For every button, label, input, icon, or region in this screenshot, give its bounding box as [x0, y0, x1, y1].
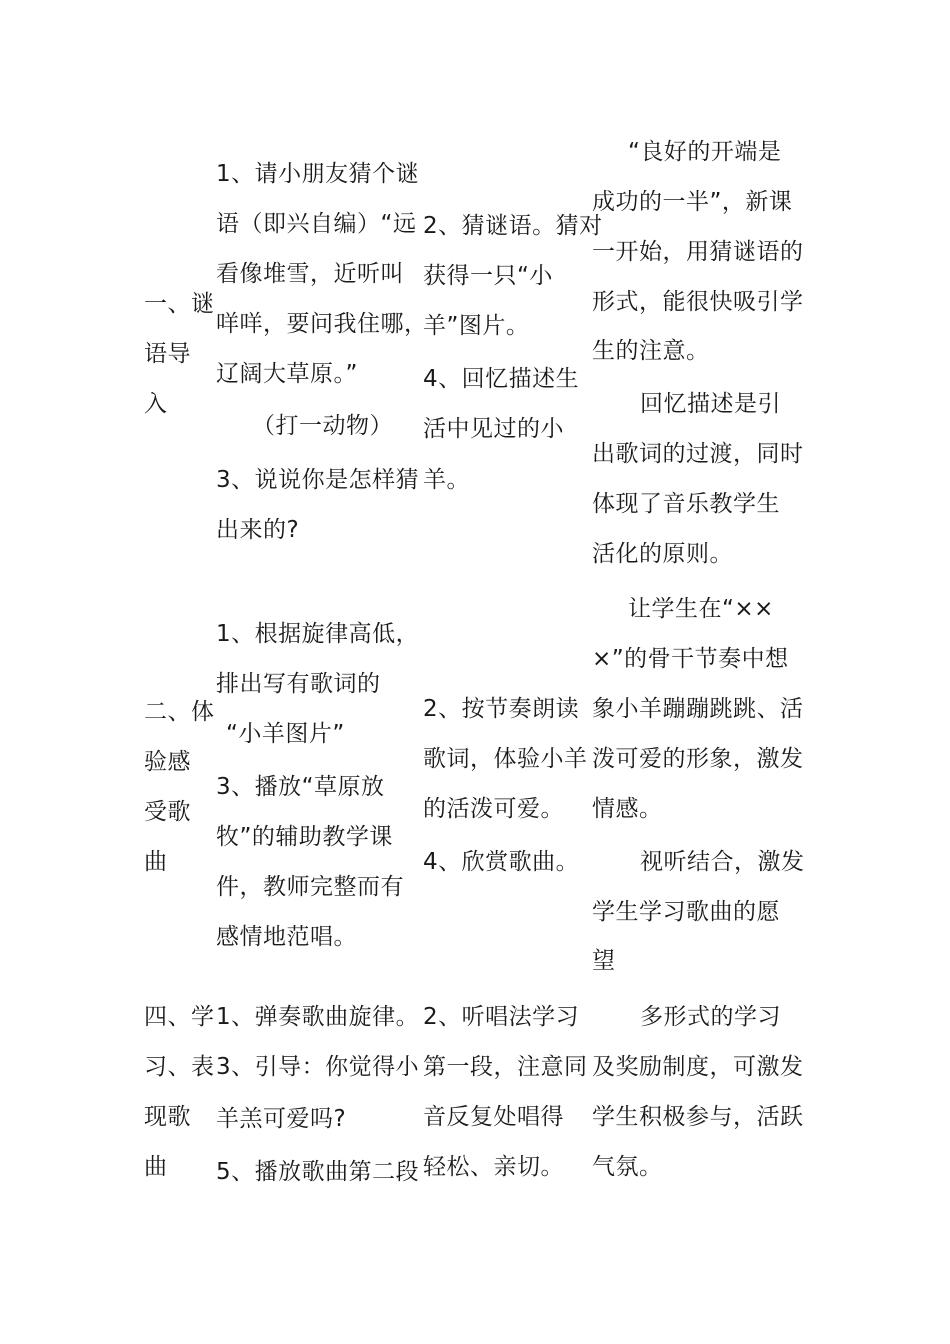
- teacher-activity-line: 1、根据旋律高低，: [216, 621, 420, 647]
- design-intent-line: 望: [592, 948, 616, 974]
- teacher-activity-line: “小羊图片”: [226, 721, 345, 747]
- student-activity-line: 轻松、亲切。: [423, 1154, 564, 1180]
- teacher-activity-line: 3、引导：你觉得小: [216, 1054, 420, 1080]
- design-intent-line: 视听结合，激发: [640, 849, 805, 875]
- design-intent-line: 气氛。: [592, 1154, 663, 1180]
- teacher-activity-line: 1、请小朋友猜个谜: [216, 161, 420, 187]
- design-intent-line: 多形式的学习: [640, 1004, 781, 1030]
- design-intent-line: 情感。: [592, 796, 663, 822]
- design-intent-line: 形式，能很快吸引学: [592, 289, 804, 315]
- student-activity-line: 歌词，体验小羊: [423, 746, 588, 772]
- design-intent-line: “良好的开端是: [628, 139, 782, 165]
- teacher-activity-line: 排出写有歌词的: [216, 671, 381, 697]
- stage-label: 曲: [144, 849, 168, 875]
- student-activity-line: 的活泼可爱。: [423, 796, 564, 822]
- teacher-activity-line: 感情地范唱。: [216, 924, 357, 950]
- design-intent-line: 象小羊蹦蹦跳跳、活: [592, 696, 804, 722]
- teacher-activity-line: 3、播放“草原放: [216, 774, 385, 800]
- student-activity-line: 2、按节奏朗读: [423, 696, 580, 722]
- student-activity-line: 活中见过的小: [423, 416, 564, 442]
- teacher-activity-line: 出来的?: [216, 517, 300, 543]
- design-intent-line: 出歌词的过渡，同时: [592, 441, 804, 467]
- design-intent-line: 一开始，用猜谜语的: [592, 239, 804, 265]
- stage-label: 曲: [144, 1154, 168, 1180]
- design-intent-line: 泼可爱的形象，激发: [592, 746, 804, 772]
- design-intent-line: 回忆描述是引: [640, 391, 781, 417]
- stage-label: 语导: [144, 341, 191, 367]
- stage-label: 受歌: [144, 799, 191, 825]
- stage-label: 一、谜: [144, 291, 215, 317]
- teacher-activity-line: 咩咩，要问我住哪，: [216, 311, 428, 337]
- teacher-activity-line: 牧”的辅助教学课: [216, 824, 393, 850]
- student-activity-line: 2、猜谜语。猜对: [423, 213, 603, 239]
- student-activity-line: 获得一只“小: [423, 263, 553, 289]
- teacher-activity-line: 件，教师完整而有: [216, 874, 404, 900]
- student-activity-line: 4、欣赏歌曲。: [423, 849, 580, 875]
- teacher-activity-line: 羊羔可爱吗?: [216, 1106, 347, 1132]
- design-intent-line: 成功的一半”，新课: [592, 189, 793, 215]
- student-activity-line: 羊”图片。: [423, 313, 530, 339]
- design-intent-line: 生的注意。: [592, 338, 710, 364]
- stage-label: 二、体: [144, 699, 215, 725]
- teacher-activity-line: 5、播放歌曲第二段: [216, 1159, 420, 1185]
- student-activity-line: 4、回忆描述生: [423, 366, 580, 392]
- student-activity-line: 第一段，注意同: [423, 1054, 588, 1080]
- teacher-activity-line: 3、说说你是怎样猜: [216, 467, 420, 493]
- design-intent-line: 学生学习歌曲的愿: [592, 899, 780, 925]
- stage-label: 入: [144, 391, 168, 417]
- design-intent-line: 活化的原则。: [592, 541, 733, 567]
- teacher-activity-line: 辽阔大草原。”: [216, 361, 358, 387]
- teacher-activity-line: 1、弹奏歌曲旋律。: [216, 1004, 420, 1030]
- design-intent-line: 学生积极参与，活跃: [592, 1104, 804, 1130]
- student-activity-line: 2、听唱法学习: [423, 1004, 580, 1030]
- stage-label: 四、学: [144, 1004, 215, 1030]
- stage-label: 现歌: [144, 1104, 191, 1130]
- teacher-activity-line: 语（即兴自编）“远: [216, 211, 417, 237]
- student-activity-line: 羊。: [423, 467, 470, 493]
- student-activity-line: 音反复处唱得: [423, 1104, 564, 1130]
- teacher-activity-line: （打一动物）: [252, 413, 393, 439]
- stage-label: 习、表: [144, 1054, 215, 1080]
- stage-label: 验感: [144, 749, 191, 775]
- design-intent-line: 体现了音乐教学生: [592, 491, 780, 517]
- design-intent-line: 让学生在“××: [628, 596, 774, 622]
- design-intent-line: ×”的骨干节奏中想: [592, 646, 789, 672]
- teacher-activity-line: 看像堆雪，近听叫: [216, 261, 404, 287]
- design-intent-line: 及奖励制度，可激发: [592, 1054, 804, 1080]
